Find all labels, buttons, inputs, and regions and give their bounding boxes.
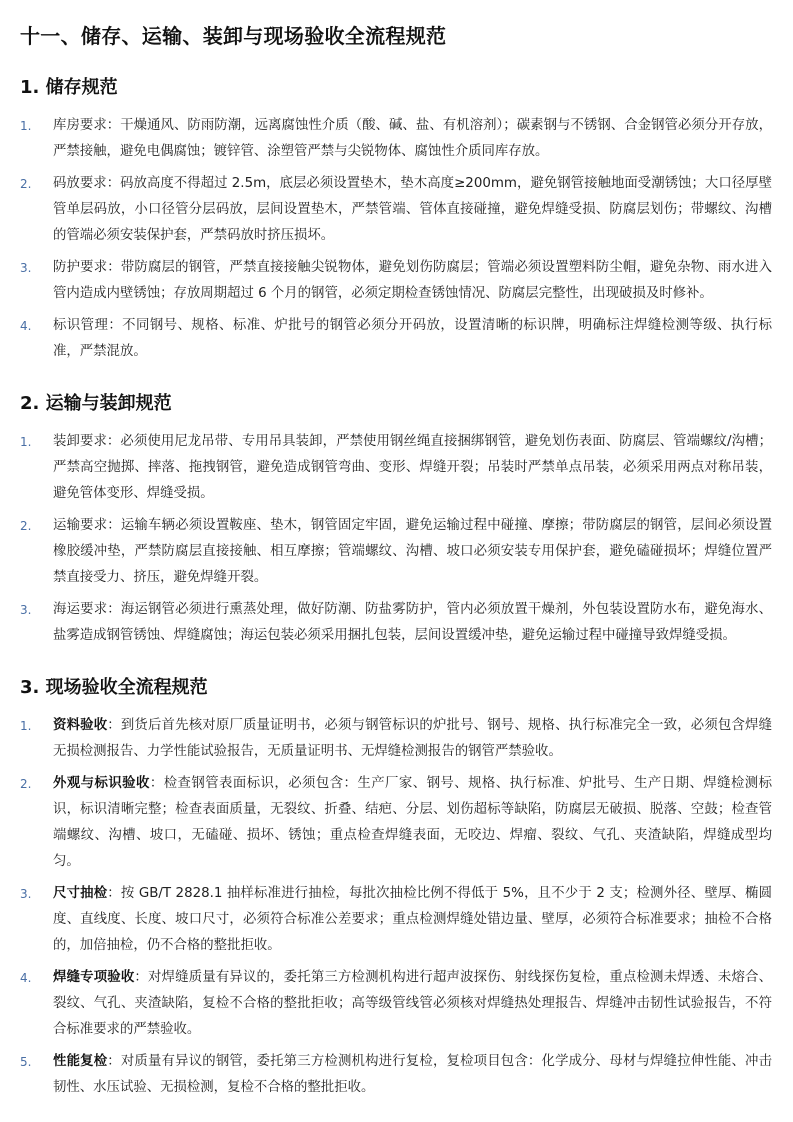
list-number: 1. bbox=[20, 719, 32, 733]
item-text: 装卸要求：必须使用尼龙吊带、专用吊具装卸，严禁使用钢丝绳直接捆绑钢管，避免划伤表面、防腐层、管端螺纹/沟槽；严禁高空抛掷、摔落、拖拽钢管，避免造成钢管弯曲、变形、焊缝开裂；吊装时严禁单点吊装，必须采用两点对称吊装，避免管体变形、焊缝受损。 bbox=[53, 434, 772, 501]
acceptance-list bbox=[20, 713, 772, 1101]
list-number: 3. bbox=[20, 261, 32, 275]
section-title-transport: 2. 运输与装卸规范 bbox=[20, 393, 172, 414]
list-item bbox=[20, 113, 772, 165]
list-item bbox=[20, 771, 772, 875]
list-item bbox=[20, 965, 772, 1043]
list-number: 3. bbox=[20, 887, 32, 901]
item-text: 运输要求：运输车辆必须设置鞍座、垫木，钢管固定牢固，避免运输过程中碰撞、摩擦；带防腐层的钢管，层间必须设置橡胶缓冲垫，严禁防腐层直接接触、相互摩擦；管端螺纹、沟槽、坡口必须安装专用保护套，避免磕碰损坏；焊缝位置严禁直接受力、挤压，避免焊缝开裂。 bbox=[53, 518, 772, 585]
item-lead: 外观与标识验收 bbox=[53, 776, 150, 791]
item-lead: 资料验收 bbox=[53, 718, 108, 733]
list-number: 1. bbox=[20, 435, 32, 449]
list-item bbox=[20, 597, 772, 649]
list-number: 3. bbox=[20, 603, 32, 617]
item-text: ：检查钢管表面标识，必须包含：生产厂家、钢号、规格、执行标准、炉批号、生产日期、焊缝检测标识，标识清晰完整；检查表面质量，无裂纹、折叠、结疤、分层、划伤超标等缺陷，防腐层无破损、脱落、空鼓；检查管端螺纹、沟槽、坡口，无磕碰、损坏、锈蚀；重点检查焊缝表面，无咬边、焊瘤、裂纹、气孔、夹渣缺陷，焊缝成型均匀。 bbox=[53, 776, 773, 869]
item-text: ：到货后首先核对原厂质量证明书，必须与钢管标识的炉批号、钢号、规格、执行标准完全一致，必须包含焊缝无损检测报告、力学性能试验报告，无质量证明书、无焊缝检测报告的钢管严禁验收。 bbox=[53, 718, 772, 759]
list-number: 4. bbox=[20, 971, 32, 985]
item-lead: 尺寸抽检 bbox=[53, 886, 108, 901]
list-number: 5. bbox=[20, 1055, 32, 1069]
item-text: 防护要求：带防腐层的钢管，严禁直接接触尖锐物体，避免划伤防腐层；管端必须设置塑料防尘帽，避免杂物、雨水进入管内造成内壁锈蚀；存放周期超过 6 个月的钢管，必须定期检查锈蚀情况、防腐层完整性，出现破损及时修补。 bbox=[53, 260, 772, 301]
list-item bbox=[20, 429, 772, 507]
document-title: 十一、储存、运输、装卸与现场验收全流程规范 bbox=[20, 24, 447, 48]
list-item bbox=[20, 1049, 772, 1101]
list-number: 1. bbox=[20, 119, 32, 133]
list-item bbox=[20, 313, 772, 365]
item-lead: 焊缝专项验收 bbox=[53, 970, 135, 985]
item-text: 库房要求：干燥通风、防雨防潮，远离腐蚀性介质（酸、碱、盐、有机溶剂）；碳素钢与不锈钢、合金钢管必须分开存放，严禁接触，避免电偶腐蚀；镀锌管、涂塑管严禁与尖锐物体、腐蚀性介质同库存放。 bbox=[53, 118, 772, 159]
section-title-acceptance: 3. 现场验收全流程规范 bbox=[20, 677, 208, 698]
list-number: 2. bbox=[20, 519, 32, 533]
list-item bbox=[20, 713, 772, 765]
list-item bbox=[20, 513, 772, 591]
list-item bbox=[20, 171, 772, 249]
transport-list bbox=[20, 429, 772, 649]
list-number: 2. bbox=[20, 777, 32, 791]
item-text: 海运要求：海运钢管必须进行熏蒸处理，做好防潮、防盐雾防护，管内必须放置干燥剂，外包装设置防水布，避免海水、盐雾造成钢管锈蚀、焊缝腐蚀；海运包装必须采用捆扎包装，层间设置缓冲垫，避免运输过程中碰撞导致焊缝受损。 bbox=[53, 602, 772, 643]
list-number: 4. bbox=[20, 319, 32, 333]
item-text: ：对焊缝质量有异议的，委托第三方检测机构进行超声波探伤、射线探伤复检，重点检测未焊透、未熔合、裂纹、气孔、夹渣缺陷，复检不合格的整批拒收；高等级管线管必须核对焊缝热处理报告、焊缝冲击韧性试验报告，不符合标准要求的严禁验收。 bbox=[53, 970, 773, 1037]
storage-list bbox=[20, 113, 772, 365]
item-text: ：对质量有异议的钢管，委托第三方检测机构进行复检，复检项目包含：化学成分、母材与焊缝拉伸性能、冲击韧性、水压试验、无损检测，复检不合格的整批拒收。 bbox=[53, 1054, 772, 1095]
list-number: 2. bbox=[20, 177, 32, 191]
section-title-storage: 1. 储存规范 bbox=[20, 77, 118, 98]
item-lead: 性能复检 bbox=[53, 1054, 108, 1069]
item-text: ：按 GB/T 2828.1 抽样标准进行抽检，每批次抽检比例不得低于 5%，且不少于 2 支；检测外径、壁厚、椭圆度、直线度、长度、坡口尺寸，必须符合标准公差要求；重点检测焊缝处错边量、壁厚，必须符合标准要求；抽检不合格的，加倍抽检，仍不合格的整批拒收。 bbox=[53, 886, 772, 953]
item-text: 码放要求：码放高度不得超过 2.5m，底层必须设置垫木，垫木高度≥200mm，避免钢管接触地面受潮锈蚀；大口径厚壁管单层码放，小口径管分层码放，层间设置垫木，严禁管端、管体直接碰撞，避免焊缝受损、防腐层划伤；带螺纹、沟槽的管端必须安装保护套，严禁码放时挤压损坏。 bbox=[53, 176, 772, 243]
list-item bbox=[20, 881, 772, 959]
list-item bbox=[20, 255, 772, 307]
item-text: 标识管理：不同钢号、规格、标准、炉批号的钢管必须分开码放，设置清晰的标识牌，明确标注焊缝检测等级、执行标准，严禁混放。 bbox=[53, 318, 772, 359]
